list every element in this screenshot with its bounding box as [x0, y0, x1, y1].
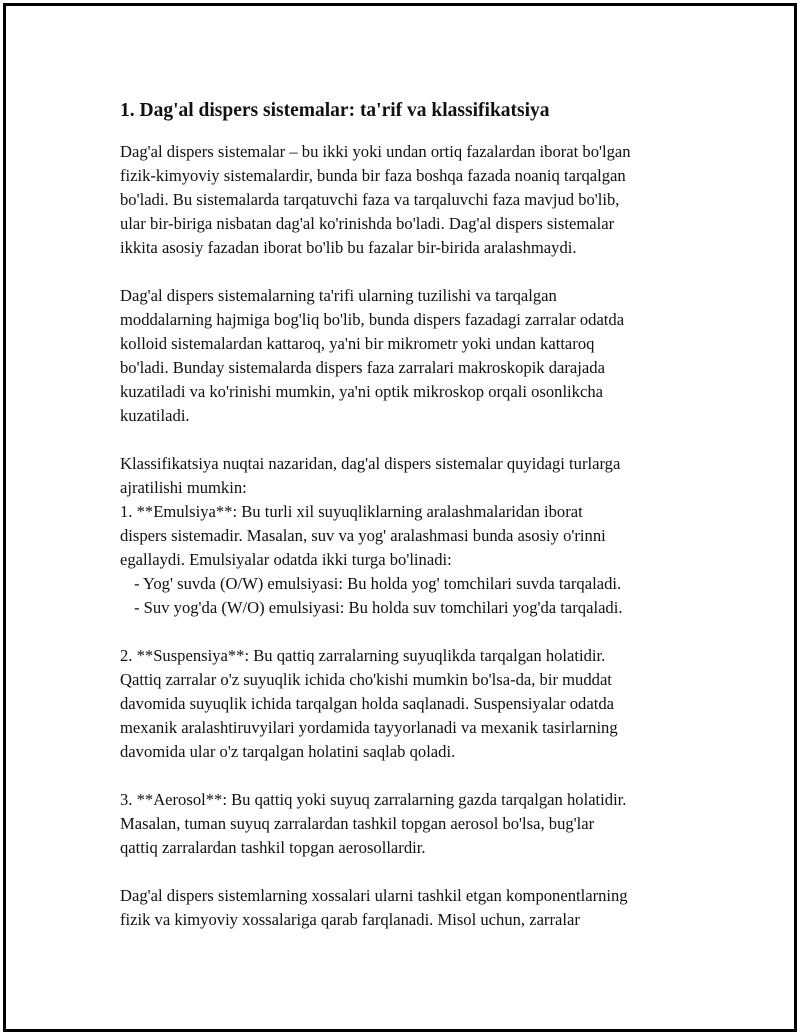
paragraph-suspension [120, 644, 710, 764]
text-line: bo'ladi. Bu sistemalarda tarqatuvchi faza va tarqaluvchi faza mavjud bo'lib, [120, 190, 620, 209]
list-item: - Suv yog'da (W/O) emulsiyasi: Bu holda suv tomchilari yog'da tarqaladi. [134, 598, 623, 617]
text-line: fizik-kimyoviy sistemalardir, bunda bir faza boshqa fazada noaniq tarqalgan [120, 166, 626, 185]
text-line: egallaydi. Emulsiyalar odatda ikki turga bo'linadi: [120, 550, 452, 569]
text-line: 1. **Emulsiya**: Bu turli xil suyuqliklarning aralashmalaridan iborat [120, 502, 583, 521]
text-line: Dag'al dispers sistemalar – bu ikki yoki undan ortiq fazalardan iborat bo'lgan [120, 142, 631, 161]
document-body [120, 99, 710, 932]
page-frame [3, 3, 797, 1032]
text-line: ikkita asosiy fazadan iborat bo'lib bu fazalar bir-birida aralashmaydi. [120, 238, 577, 257]
paragraph-gap [120, 764, 710, 788]
text-line: dispers sistemadir. Masalan, suv va yog' aralashmasi bunda asosiy o'rinni [120, 526, 606, 545]
paragraph-aerosol [120, 788, 710, 860]
paragraph-gap [120, 860, 710, 884]
text-line: ajratilishi mumkin: [120, 478, 247, 497]
text-line: davomida ular o'z tarqalgan holatini saqlab qoladi. [120, 742, 456, 761]
paragraph-description [120, 284, 710, 428]
paragraph-properties [120, 884, 710, 932]
text-line: qattiq zarralardan tashkil topgan aerosollardir. [120, 838, 426, 857]
text-line: bo'ladi. Bunday sistemalarda dispers faza zarralari makroskopik darajada [120, 358, 605, 377]
text-line: Qattiq zarralar o'z suyuqlik ichida cho'kishi mumkin bo'lsa-da, bir muddat [120, 670, 612, 689]
text-line: Dag'al dispers sistemalarning ta'rifi ularning tuzilishi va tarqalgan [120, 286, 557, 305]
paragraph-definition [120, 140, 710, 260]
paragraph-classification [120, 452, 710, 620]
text-line: Dag'al dispers sistemlarning xossalari ularni tashkil etgan komponentlarning [120, 886, 628, 905]
text-line: davomida suyuqlik ichida tarqalgan holda saqlanadi. Suspensiyalar odatda [120, 694, 614, 713]
text-line: moddalarning hajmiga bog'liq bo'lib, bunda dispers fazadagi zarralar odatda [120, 310, 625, 329]
text-line: kuzatiladi va ko'rinishi mumkin, ya'ni optik mikroskop orqali osonlikcha [120, 382, 603, 401]
text-line: ular bir-biriga nisbatan dag'al ko'rinishda bo'ladi. Dag'al dispers sistemalar [120, 214, 615, 233]
text-line: 2. **Suspensiya**: Bu qattiq zarralarning suyuqlikda tarqalgan holatidir. [120, 646, 606, 665]
text-line: Klassifikatsiya nuqtai nazaridan, dag'al dispers sistemalar quyidagi turlarga [120, 454, 621, 473]
text-line: kolloid sistemalardan kattaroq, ya'ni bir mikrometr yoki undan kattaroq [120, 334, 595, 353]
text-line: 3. **Aerosol**: Bu qattiq yoki suyuq zarralarning gazda tarqalgan holatidir. [120, 790, 627, 809]
paragraph-gap [120, 260, 710, 284]
section-heading: 1. Dag'al dispers sistemalar: ta'rif va klassifikatsiya [120, 100, 550, 121]
text-line: kuzatiladi. [120, 406, 190, 425]
text-line: fizik va kimyoviy xossalariga qarab farqlanadi. Misol uchun, zarralar [120, 910, 580, 929]
text-line: mexanik aralashtiruvyilari yordamida tayyorlanadi va mexanik tasirlarning [120, 718, 618, 737]
paragraph-gap [120, 428, 710, 452]
list-item: - Yog' suvda (O/W) emulsiyasi: Bu holda yog' tomchilari suvda tarqaladi. [134, 574, 622, 593]
paragraph-gap [120, 620, 710, 644]
text-line: Masalan, tuman suyuq zarralardan tashkil topgan aerosol bo'lsa, bug'lar [120, 814, 595, 833]
